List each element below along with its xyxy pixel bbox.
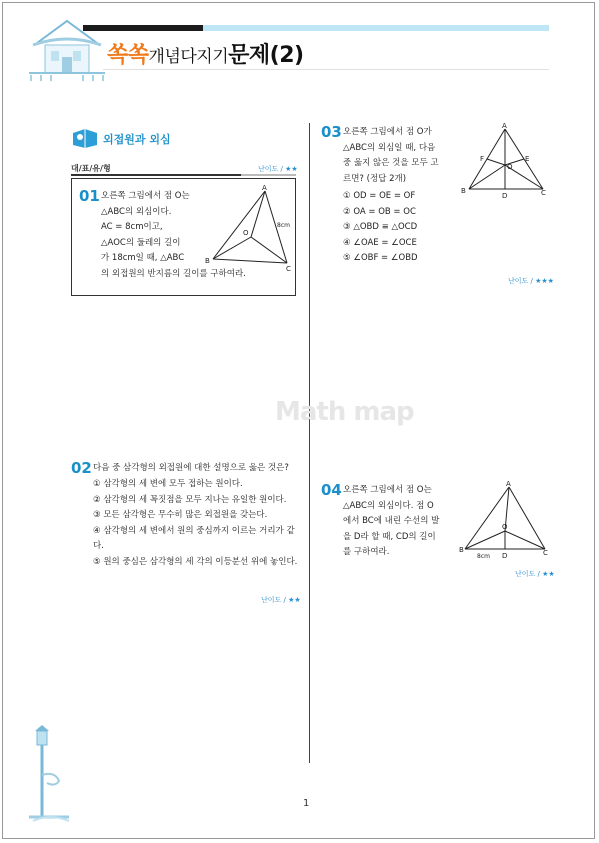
title-highlight: 쏙쏙 — [107, 43, 149, 68]
q2-option[interactable]: ① 삼각형의 세 변에 모두 접하는 원이다. — [93, 479, 243, 489]
q3-option[interactable]: ④ ∠OAE = ∠OCE — [343, 237, 417, 248]
q3-label-f: F — [480, 155, 485, 163]
q4-line: 를 구하여라. — [343, 547, 390, 557]
title-middle: 개념다지기 — [148, 47, 229, 67]
q3-label-a: A — [502, 122, 507, 130]
category-label: 대/표/유/형 — [71, 164, 111, 173]
q3-options — [343, 189, 473, 267]
q1-line: △AOC의 둘레의 길이 — [101, 237, 181, 248]
q1-number: 01 — [79, 187, 100, 205]
header-bar-accent — [83, 25, 203, 31]
section-title: 외접원과 외심 — [103, 133, 171, 146]
q3-triangle-figure — [461, 121, 551, 201]
q3-option[interactable]: ③ △OBD ≡ △OCD — [343, 222, 418, 232]
q1-difficulty: 난이도 / ★★ — [258, 165, 298, 173]
page-title — [107, 38, 304, 69]
q4-label-b: B — [459, 546, 464, 554]
q3-option[interactable]: ⑤ ∠OBF = ∠OBD — [343, 253, 418, 263]
q1-line: 오른쪽 그림에서 점 O는 — [101, 191, 190, 201]
q4-label-side: 8cm — [477, 553, 490, 560]
q2-difficulty: 난이도 / ★★ — [261, 596, 301, 604]
q4-label-c: C — [543, 549, 548, 557]
q4-number: 04 — [321, 481, 342, 499]
q1-label-c: C — [286, 265, 291, 271]
q2-option[interactable]: ⑤ 원의 중심은 삼각형의 세 각의 이등분선 위에 놓인다. — [93, 556, 298, 567]
q3-label-e: E — [525, 155, 530, 163]
q2-prompt: 다음 중 삼각형의 외접원에 대한 설명으로 옳은 것은? — [93, 463, 289, 473]
q4-line: 을 D라 할 때, CD의 길이 — [343, 531, 436, 542]
watermark: Math map — [275, 397, 414, 427]
category-bar-accent — [71, 174, 241, 176]
house-illustration-icon — [27, 13, 107, 83]
column-divider — [309, 123, 310, 763]
q3-line: 중 옳지 않은 것을 모두 고 — [343, 158, 439, 168]
q1-line: 의 외접원의 반지름의 길이를 구하여라. — [101, 268, 246, 279]
q2-option[interactable]: ④ 삼각형의 세 변에서 원의 중심까지 이르는 거리가 같다. — [93, 525, 295, 551]
q2-options — [93, 477, 301, 570]
q4-difficulty: 난이도 / ★★ — [515, 570, 555, 578]
q4-line: 에서 BC에 내린 수선의 발 — [343, 516, 440, 526]
q3-label-d: D — [502, 192, 508, 200]
worksheet-page — [2, 2, 595, 839]
title-tail: 문제(2) — [228, 43, 304, 68]
q4-label-d: D — [502, 552, 508, 560]
q3-label-b: B — [461, 187, 466, 195]
q3-label-o: O — [507, 163, 513, 171]
q2-option[interactable]: ③ 모든 삼각형은 무수히 많은 외접원을 갖는다. — [93, 510, 268, 520]
q1-label-side: 8cm — [277, 222, 290, 229]
q3-line: 르면? (정답 2개) — [343, 173, 407, 184]
q2-option[interactable]: ② 삼각형의 세 꼭짓점을 모두 지나는 유일한 원이다. — [93, 494, 287, 505]
q1-line: 가 18cm일 때, △ABC — [101, 253, 185, 263]
q2-number: 02 — [71, 459, 92, 477]
q3-difficulty: 난이도 / ★★★ — [508, 277, 554, 285]
q3-line: 오른쪽 그림에서 점 O가 — [343, 127, 432, 137]
q4-line: △ABC의 외심이다. 점 O — [343, 500, 434, 511]
q4-text — [343, 483, 463, 561]
page-number: 1 — [303, 798, 310, 809]
q3-label-c: C — [541, 189, 546, 197]
q1-label-a: A — [262, 184, 267, 192]
q4-triangle-figure — [459, 479, 551, 563]
q1-line: AC = 8cm이고, — [101, 222, 163, 232]
title-underline — [103, 69, 549, 70]
q4-label-o: O — [502, 523, 508, 531]
q3-number: 03 — [321, 123, 342, 141]
q3-option[interactable]: ② OA = OB = OC — [343, 206, 416, 217]
q1-label-b: B — [205, 257, 210, 265]
lamp-post-illustration-icon — [25, 725, 75, 825]
q1-line: △ABC의 외심이다. — [101, 206, 172, 217]
q4-label-a: A — [506, 480, 511, 488]
section-book-icon — [71, 127, 99, 149]
q3-text — [343, 125, 463, 187]
q1-triangle-figure — [203, 183, 295, 271]
q4-line: 오른쪽 그림에서 점 O는 — [343, 485, 432, 495]
q1-label-o: O — [243, 229, 249, 237]
q3-option[interactable]: ① OD = OE = OF — [343, 191, 416, 201]
q3-line: △ABC의 외심일 때, 다음 — [343, 142, 436, 153]
